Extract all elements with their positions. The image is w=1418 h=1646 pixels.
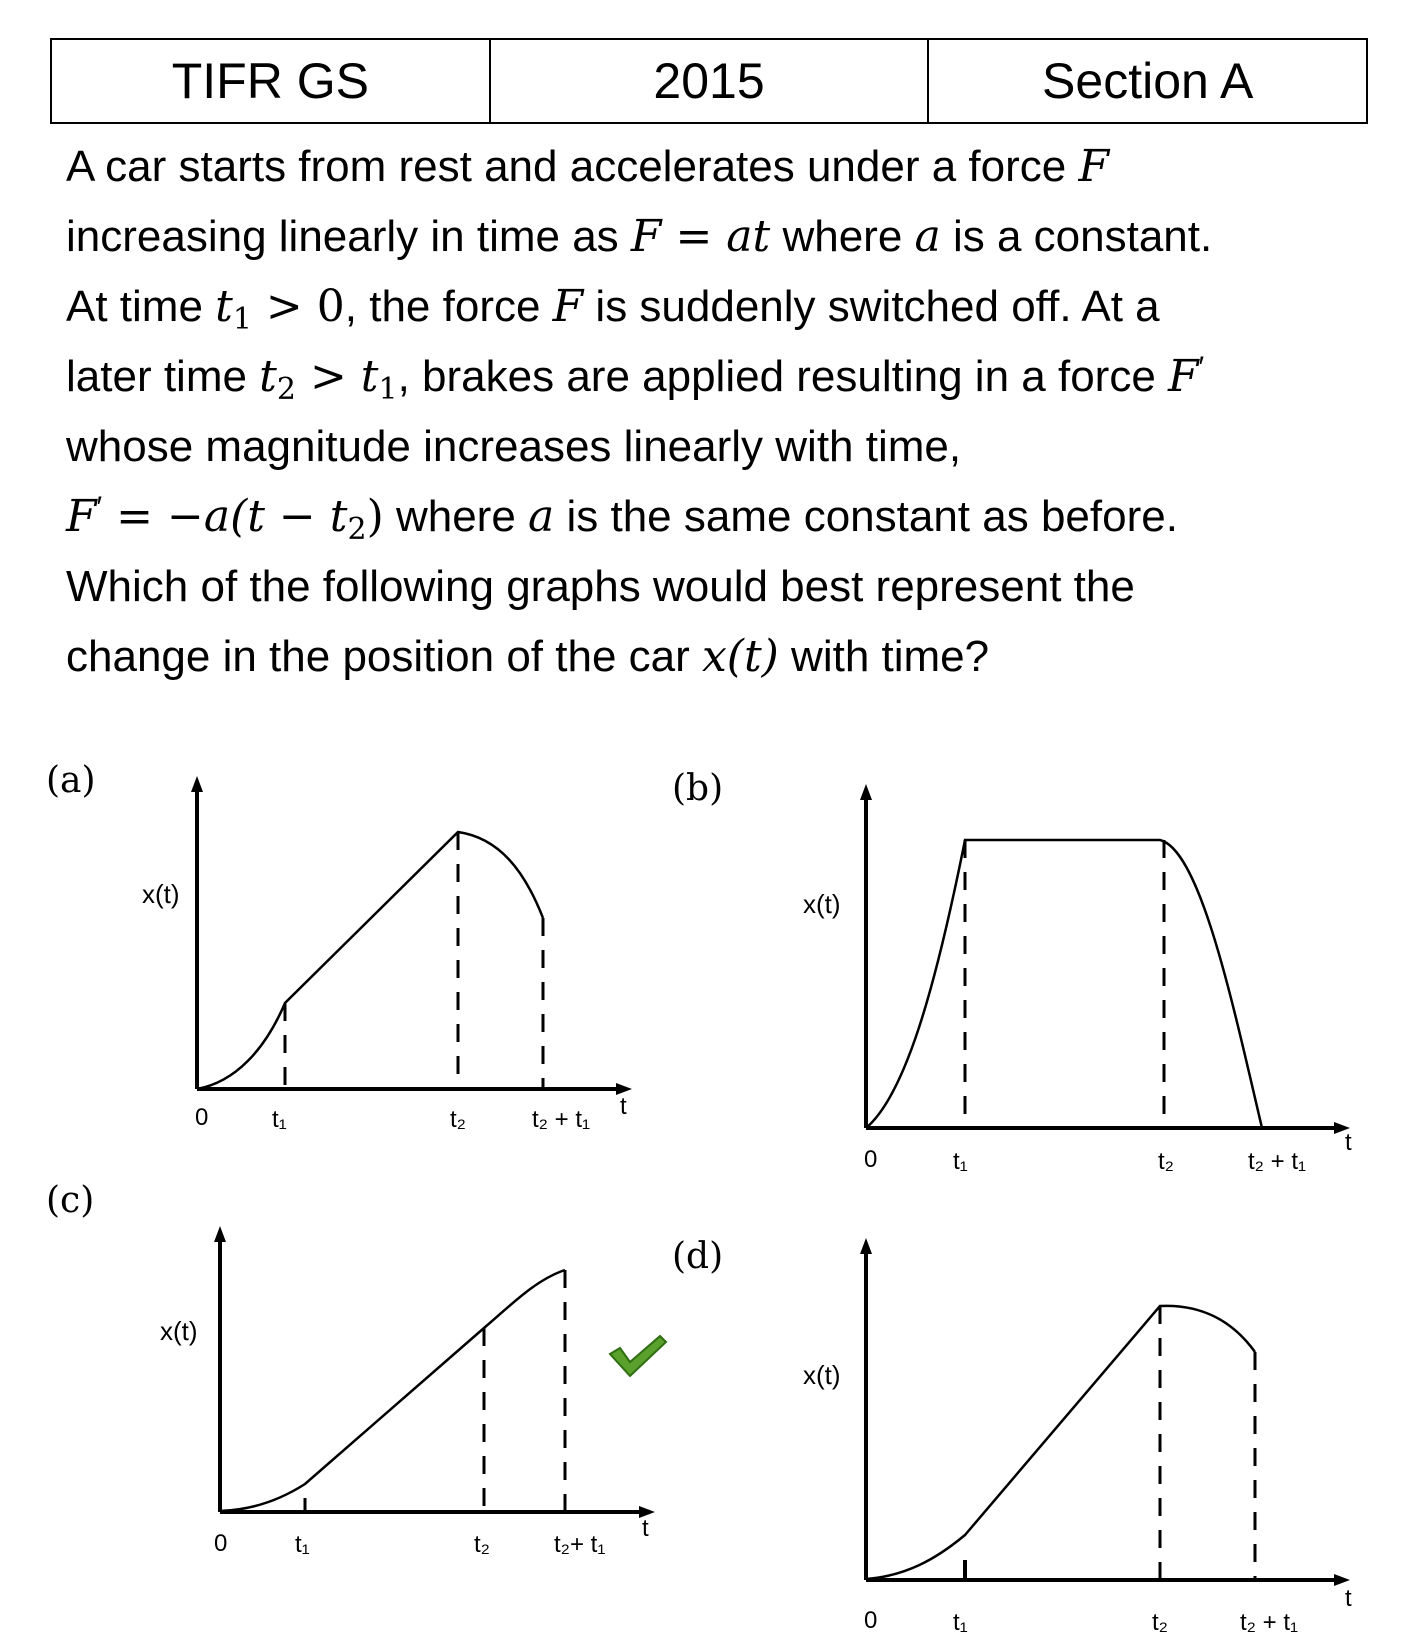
- text: is the same constant as before.: [554, 492, 1178, 541]
- text: , the force: [344, 282, 553, 331]
- graph-c-curve: [220, 1270, 565, 1511]
- math-gt-zero: > 0: [251, 281, 345, 332]
- math-force-eq: F = at: [630, 211, 771, 262]
- text: is suddenly switched off. At a: [583, 282, 1160, 331]
- prime: ′: [96, 491, 103, 524]
- graph-b-tick-t2t1: t₂ + t₁: [1248, 1148, 1307, 1175]
- graph-c-tick-t2: t₂: [474, 1531, 490, 1558]
- text: , brakes are applied resulting in a force: [397, 352, 1169, 401]
- graph-a-ylabel: x(t): [142, 879, 180, 909]
- graph-b-curve: [866, 840, 1262, 1128]
- text: with time?: [778, 632, 990, 681]
- option-b-label: (b): [672, 768, 724, 809]
- math-F: F: [1078, 141, 1109, 192]
- graph-d-ylabel: x(t): [803, 1360, 841, 1390]
- text: whose magnitude increases linearly with time,: [66, 422, 962, 471]
- graph-d-curve: [866, 1306, 1255, 1579]
- graph-a-tick-t2t1: t₂ + t₁: [532, 1106, 591, 1133]
- graph-d-tick-t2t1: t₂ + t₁: [1240, 1609, 1299, 1636]
- math-F-prime: F: [1168, 351, 1199, 402]
- graph-a-y-arrow: [191, 776, 203, 792]
- text: change in the position of the car: [66, 632, 702, 681]
- graph-d-tick-0: 0: [864, 1607, 878, 1634]
- graph-d-tick-t2: t₂: [1152, 1609, 1168, 1636]
- text: At time: [66, 282, 216, 331]
- graph-c-tick-t2t1: t₂+ t₁: [554, 1531, 606, 1558]
- graph-a-tick-0: 0: [195, 1104, 209, 1131]
- text: later time: [66, 352, 260, 401]
- math-t1: t: [360, 351, 379, 402]
- graph-a-curve: [197, 832, 543, 1089]
- text: where: [770, 212, 915, 261]
- math-F-prime: F: [66, 491, 97, 542]
- text: Which of the following graphs would best represent the: [66, 562, 1135, 611]
- text: A car starts from rest and accelerates under a force: [66, 142, 1079, 191]
- math-t1: t: [215, 281, 233, 332]
- math-gt: >: [295, 351, 361, 402]
- graph-a-tick-t1: t₁: [272, 1106, 287, 1133]
- math-a: a: [528, 491, 555, 542]
- graph-c-ylabel: x(t): [160, 1316, 198, 1346]
- text: is a constant.: [940, 212, 1213, 261]
- graph-c-tick-t1: t₁: [295, 1531, 310, 1558]
- math-t2: t: [259, 351, 277, 402]
- graph-d-x-label: t: [1345, 1585, 1352, 1612]
- subscript: 2: [347, 512, 367, 547]
- graph-b-tick-t1: t₁: [953, 1148, 968, 1175]
- prime: ′: [1198, 351, 1205, 384]
- math-F: F: [552, 281, 584, 332]
- option-a-label: (a): [46, 760, 96, 801]
- graph-b-tick-0: 0: [864, 1146, 878, 1173]
- graph-a-tick-t2: t₂: [450, 1106, 466, 1133]
- graph-c-x-label: t: [642, 1515, 649, 1542]
- exam-section: Section A: [1042, 53, 1254, 109]
- graph-a: [142, 776, 632, 1133]
- exam-year: 2015: [491, 40, 930, 122]
- graph-b-x-label: t: [1345, 1129, 1352, 1156]
- graph-b-tick-t2: t₂: [1158, 1148, 1174, 1175]
- math-paren: ): [366, 491, 384, 542]
- graph-b-ylabel: x(t): [803, 889, 841, 919]
- graph-c: [160, 1226, 655, 1558]
- text: increasing linearly in time as: [66, 212, 631, 261]
- graph-d-y-arrow: [860, 1238, 872, 1254]
- graph-d: [803, 1238, 1352, 1636]
- check-mark-icon: [610, 1336, 666, 1376]
- graph-b: [803, 784, 1352, 1175]
- graph-c-y-arrow: [214, 1226, 226, 1242]
- option-d-label: (d): [672, 1236, 724, 1277]
- graph-d-tick-t1: t₁: [953, 1609, 968, 1636]
- graph-a-x-label: t: [620, 1093, 627, 1120]
- subscript: 1: [232, 302, 252, 337]
- math-a: a: [914, 211, 941, 262]
- subscript: 2: [276, 372, 296, 407]
- option-c-label: (c): [46, 1180, 95, 1221]
- subscript: 1: [378, 372, 398, 407]
- exam-name: TIFR GS: [52, 40, 491, 122]
- math-x-of-t: x(t): [701, 631, 779, 682]
- graph-c-tick-0: 0: [214, 1530, 228, 1557]
- math-brake-eq: = −a(t − t: [102, 491, 348, 542]
- graph-b-y-arrow: [860, 784, 872, 800]
- text: where: [383, 492, 529, 541]
